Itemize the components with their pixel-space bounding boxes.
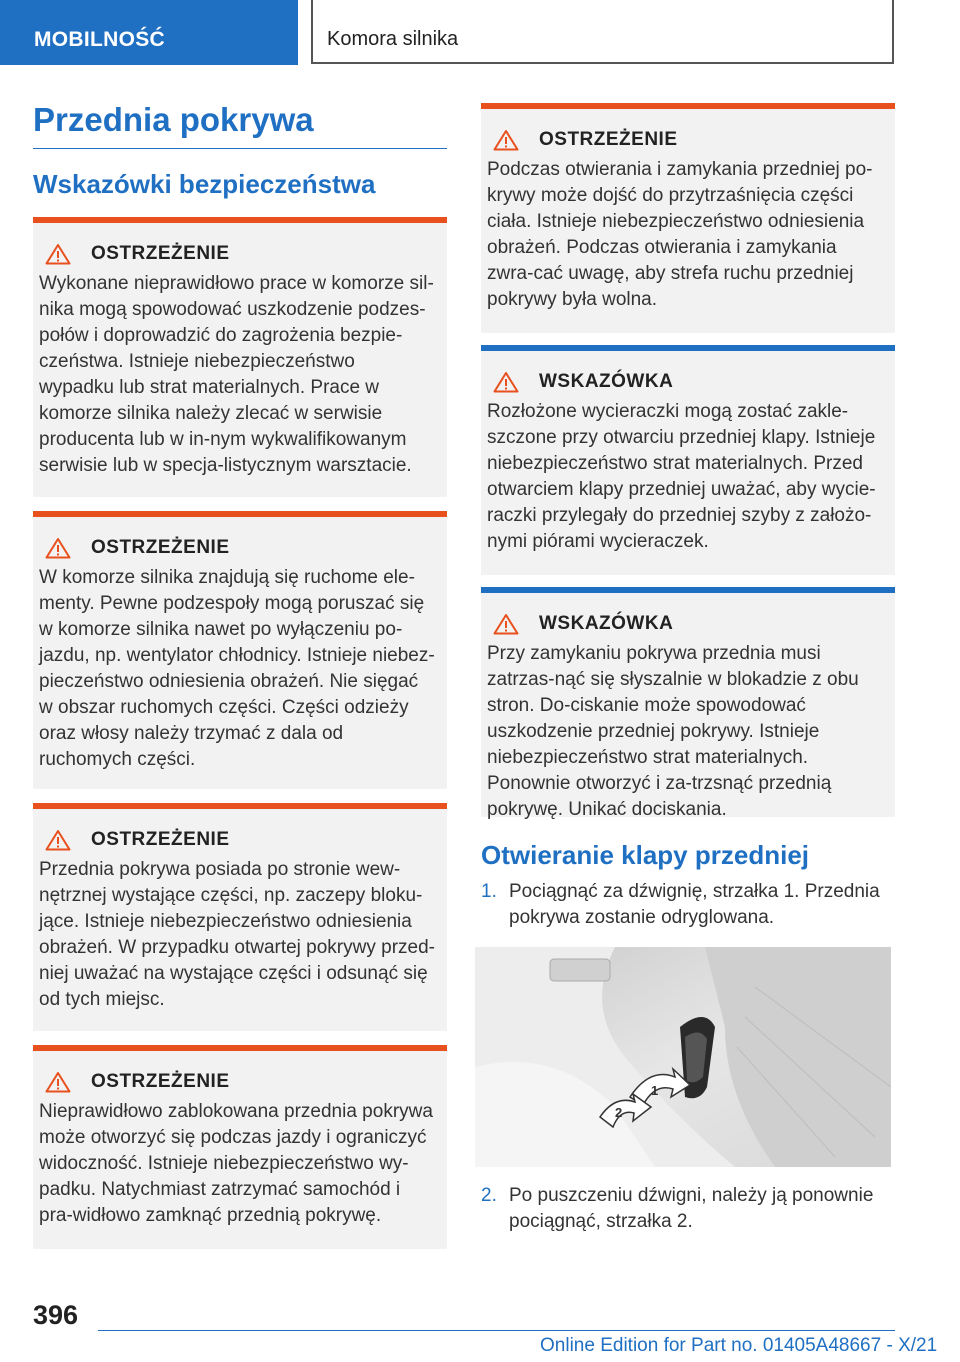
list-item xyxy=(481,879,895,931)
list-item xyxy=(481,1183,895,1235)
warning-text: Podczas otwierania i zamykania przedniej po-krywy może dojść do przytrzaśnięcia części ciała. Istnieje niebezpieczeństwo odniesienia obrażeń. Podczas otwierania i zamykania zwra-cać uwagę, aby strefa ruchu przedniej pokrywy była wolna. xyxy=(487,159,873,310)
warning-box xyxy=(33,511,447,789)
step-text: Po puszczeniu dźwigni, należy ją ponownie pociągnąć, strzałka 2. xyxy=(509,1185,874,1232)
warning-triangle-icon xyxy=(45,829,71,851)
step-number: 1. xyxy=(481,881,497,902)
left-column xyxy=(33,100,447,1249)
warning-heading: OSTRZEŻENIE xyxy=(39,537,435,559)
step-number: 2. xyxy=(481,1185,497,1206)
warning-triangle-icon xyxy=(493,613,519,635)
right-column xyxy=(481,103,895,1235)
note-heading: WSKAZÓWKA xyxy=(487,613,883,635)
note-text: Rozłożone wycieraczki mogą zostać zakle-szczone przy otwarciu przedniej klapy. Istnieje niebezpieczeństwo strat materialnych. Przed otwarciem klapy przedniej uważać, aby wycie-raczki przylegały do przedniej szyby z założo-nymi piórami wycieraczek. xyxy=(487,401,876,552)
warning-triangle-icon xyxy=(45,243,71,265)
note-box xyxy=(481,345,895,575)
section-heading-opening: Otwieranie klapy przedniej xyxy=(481,840,809,870)
warning-triangle-icon xyxy=(45,537,71,559)
note-heading: WSKAZÓWKA xyxy=(487,371,883,393)
steps-list xyxy=(481,879,895,1235)
warning-triangle-icon xyxy=(493,371,519,393)
section-heading-safety: Wskazówki bezpieczeństwa xyxy=(33,169,376,199)
warning-box xyxy=(33,217,447,497)
warning-heading: OSTRZEŻENIE xyxy=(39,829,435,851)
warning-heading: OSTRZEŻENIE xyxy=(39,1071,435,1093)
note-box xyxy=(481,587,895,820)
warning-box xyxy=(481,103,895,333)
section-label: MOBILNOŚĆ xyxy=(34,28,166,51)
warning-box xyxy=(33,803,447,1031)
arrow-2-label: 2 xyxy=(615,1105,623,1120)
warning-text: Przednia pokrywa posiada po stronie wew-nętrznej wystające części, np. zaczepy bloku-jące. Istnieje niebezpieczeństwo odniesienia obrażeń. W przypadku otwartej pokrywy przed-niej uważać na wystające części i odsunąć się od tych miejsc. xyxy=(39,859,435,1010)
warning-text: Wykonane nieprawidłowo prace w komorze sil-nika mogą spowodować uszkodzenie podzes-połów i doprowadzić do zagrożenia bezpie-czeństwa. Istnieje niebezpieczeństwo wypadku lub strat materialnych. Prace w komorze silnika należy zlecać w serwisie producenta lub w in-nym wykwalifikowanym serwisie lub w specja-listycznym warsztacie. xyxy=(39,273,434,476)
warning-text: W komorze silnika znajdują się ruchome ele-menty. Pewne podzespoły mogą poruszać się w komorze silnika nawet po wyłączeniu po-jazdu, np. wentylator chłodnicy. Istnieje niebez-pieczeństwo odniesienia obrażeń. Nie sięgać w obszar ruchomych części. Części odzieży oraz włosy należy trzymać z dala od ruchomych części. xyxy=(39,567,435,770)
chapter-label: Komora silnika xyxy=(327,28,459,50)
warning-box xyxy=(33,1045,447,1249)
page-title: Przednia pokrywa xyxy=(33,100,447,149)
warning-triangle-icon xyxy=(493,129,519,151)
warning-heading: OSTRZEŻENIE xyxy=(487,129,883,151)
hood-release-lever-figure xyxy=(475,947,891,1167)
warning-heading: OSTRZEŻENIE xyxy=(39,243,435,265)
step-text: Pociągnąć za dźwignię, strzałka 1. Przednia pokrywa zostanie odryglowana. xyxy=(509,881,880,928)
section-tab[interactable] xyxy=(0,0,298,65)
chapter-tab xyxy=(311,0,894,64)
page-number: 396 xyxy=(33,1300,79,1330)
footer-edition: Online Edition for Part no. 01405A48667 - X/21 xyxy=(540,1335,938,1356)
note-text: Przy zamykaniu pokrywa przednia musi zatrzas-nąć się słyszalnie w blokadzie z obu stron. Do-ciskanie może spowodować uszkodzenie przedniej pokrywy. Istnieje niebezpieczeństwo strat materialnych. Ponownie otworzyć i za-trzsnąć przednią pokrywę. Unikać dociskania. xyxy=(487,643,859,820)
arrow-1-label: 1 xyxy=(651,1083,659,1098)
warning-text: Nieprawidłowo zablokowana przednia pokrywa może otworzyć się podczas jazdy i ograniczyć widoczność. Istnieje niebezpieczeństwo wy-padku. Natychmiast zatrzymać samochód i pra-widłowo zamknąć przednią pokrywę. xyxy=(39,1101,433,1226)
footer-divider xyxy=(98,1330,895,1331)
warning-triangle-icon xyxy=(45,1071,71,1093)
